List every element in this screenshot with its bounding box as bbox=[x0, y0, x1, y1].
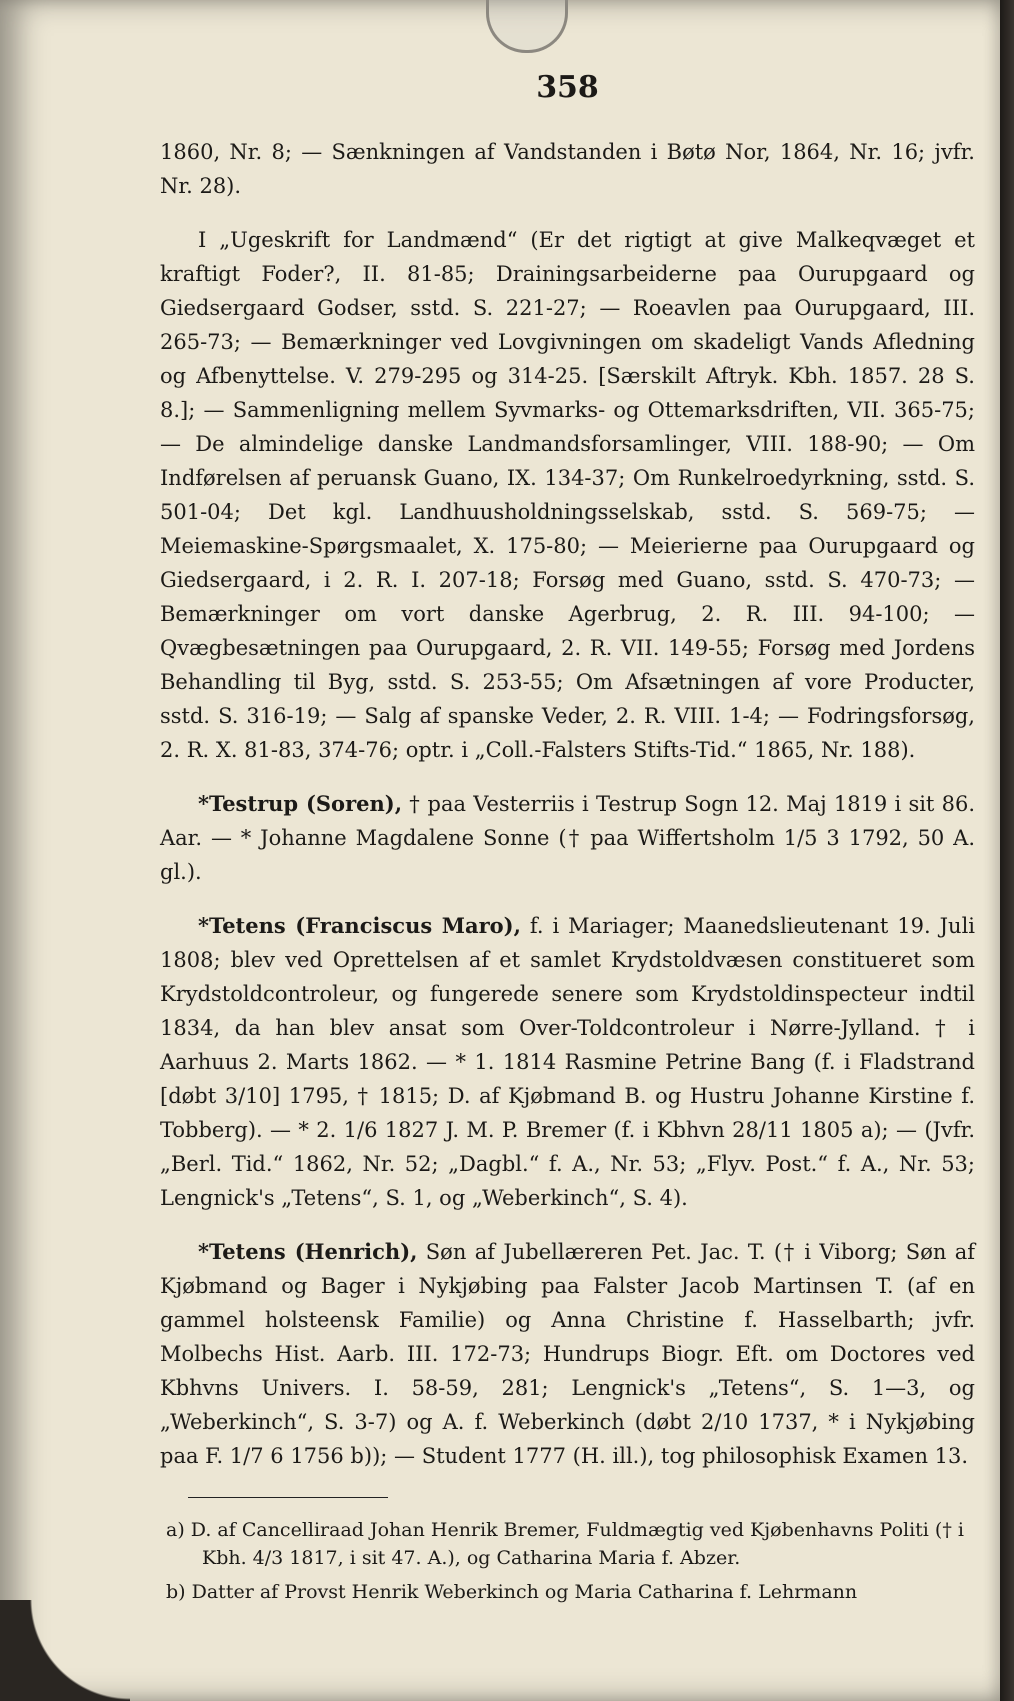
entry-testrup bbox=[160, 787, 975, 889]
entry-text: Søn af Jubellæreren Pet. Jac. T. († i Viborg; Søn af Kjøbmand og Bager i Nykjøbing paa Falster Jacob Martinsen T. (af en gammel holsteensk Familie) og Anna Christine f. Hasselbarth; jvfr. Molbechs Hist. Aarb. III. 172-73; Hundrups Biogr. Eft. om Doctores ved Kbhvns Univers. I. 58-59, 281; Lengnick's „Tetens“, S. 1—3, og „Weberkinch“, S. 3-7) og A. f. Weberkinch (døbt 2/10 1737, * i Nykjøbing paa F. 1/7 6 1756 b)); — Student 1777 (H. ill.), tog philosophisk Examen 13. bbox=[160, 1240, 976, 1468]
entry-tetens-henrich bbox=[160, 1235, 975, 1473]
entry-tetens-franciscus bbox=[160, 909, 975, 1215]
footnote-mark: a) bbox=[166, 1519, 185, 1541]
book-edge bbox=[1000, 0, 1014, 1701]
entry-text: f. i Mariager; Maanedslieutenant 19. Juli 1808; blev ved Oprettelsen af et samlet Krydstoldvæsen constitueret som Krydstoldcontroleur, og fungerede senere som Krydstoldinspecteur indtil 1834, da han blev ansat som Over-Toldcontroleur i Nørre-Jylland. † i Aarhuus 2. Marts 1862. — * 1. 1814 Rasmine Petrine Bang (f. i Fladstrand [døbt 3/10] 1795, † 1815; D. af Kjøbmand B. og Hustru Johanne Kirstine f. Tobberg). — * 2. 1/6 1827 J. M. P. Bremer (f. i Kbhvn 28/11 1805 a); — (Jvfr. „Berl. Tid.“ 1862, Nr. 52; „Dagbl.“ f. A., Nr. 53; „Flyv. Post.“ f. A., Nr. 53; Lengnick's „Tetens“, S. 1, og „Weberkinch“, S. 4). bbox=[160, 914, 976, 1210]
entry-text: † paa Vesterriis i Testrup Sogn 12. Maj 1819 i sit 86. Aar. — * Johanne Magdalene Sonne († paa Wiffertsholm 1/5 3 1792, 50 A. gl.). bbox=[160, 792, 975, 884]
page-corner bbox=[0, 1600, 130, 1701]
footnote-text: D. af Cancelliraad Johan Henrik Bremer, Fuldmægtig ved Kjøbenhavns Politi († i Kbh. 4/3 1817, i sit 47. A.), og Catharina Maria f. Abzer. bbox=[190, 1519, 964, 1569]
footnote-mark: b) bbox=[166, 1581, 186, 1603]
page-number: 358 bbox=[536, 70, 599, 105]
entry-heading: *Tetens (Henrich), bbox=[198, 1239, 418, 1264]
paragraph-text: I „Ugeskrift for Landmænd“ (Er det rigtigt at give Malkeqvæget et kraftigt Foder?, II. 81-85; Drainingsarbeiderne paa Ourupgaard og Giedsergaard Godser, sstd. S. 221-27; — Roeavlen paa Ourupgaard, III. 265-73; — Bemærkninger ved Lovgivningen om skadeligt Vands Afledning og Afbenyttelse. V. 279-295 og 314-25. [Særskilt Aftryk. Kbh. 1857. 28 S. 8.]; — Sammenligning mellem Syvmarks- og Ottemarksdriften, VII. 365-75; — De almindelige danske Landmandsforsamlinger, VIII. 188-90; — Om Indførelsen af peruansk Guano, IX. 134-37; Om Runkelroedyrkning, sstd. S. 501-04; Det kgl. Landhuusholdningsselskab, sstd. S. 569-75; — Meiemaskine-Spørgsmaalet, X. 175-80; — Meierierne paa Ourupgaard og Giedsergaard, i 2. R. I. 207-18; Forsøg med Guano, sstd. S. 470-73; — Bemærkninger om vort danske Agerbrug, 2. R. III. 94-100; — Qvægbesætningen paa Ourupgaard, 2. R. VII. 149-55; Forsøg med Jordens Behandling til Byg, sstd. S. 253-55; Om Afsætningen af vore Producter, sstd. S. 316-19; — Salg af spanske Veder, 2. R. VIII. 1-4; — Fodringsforsøg, 2. R. X. 81-83, 374-76; optr. i „Coll.-Falsters Stifts-Tid.“ 1865, Nr. 188). bbox=[160, 228, 975, 762]
footnote-b bbox=[160, 1578, 975, 1606]
entry-heading: *Testrup (Soren), bbox=[198, 791, 403, 816]
paragraph-text: 1860, Nr. 8; — Sænkningen af Vandstanden i Bøtø Nor, 1864, Nr. 16; jvfr. Nr. 28). bbox=[160, 140, 975, 198]
paragraph-ugeskrift bbox=[160, 223, 975, 767]
paragraph-continuation bbox=[160, 135, 975, 203]
footnote-divider bbox=[188, 1497, 388, 1498]
page-content bbox=[160, 70, 975, 1612]
entry-heading: *Tetens (Franciscus Maro), bbox=[198, 913, 521, 938]
footnote-text: Datter af Provst Henrik Weberkinch og Maria Catharina f. Lehrmann bbox=[191, 1581, 858, 1603]
footnote-a bbox=[160, 1516, 975, 1572]
